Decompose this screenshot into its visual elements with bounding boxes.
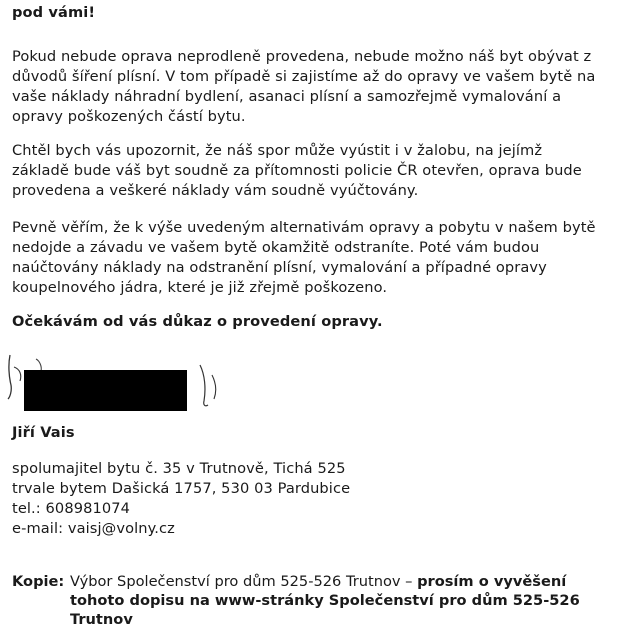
paragraph-expectation <box>12 218 638 298</box>
contact-line-email: e-mail: vaisj@volny.cz <box>12 520 175 537</box>
copy-line <box>70 572 636 591</box>
contact-line-phone: tel.: 608981074 <box>12 500 131 517</box>
signer-name: Jiří Vais <box>12 424 75 441</box>
copy-label: Kopie: <box>12 573 65 590</box>
copy-recipient: Výbor Společenství pro dům 525-526 Trutnov – <box>70 573 418 590</box>
paragraph-line: provedena a veškeré náklady vám soudně vyúčtovány. <box>12 182 419 199</box>
paragraph-repair-consequences <box>12 47 638 127</box>
paragraph-line: naúčtovány náklady na odstranění plísní, vymalování a případné opravy <box>12 259 547 276</box>
redaction-block <box>24 370 187 411</box>
paragraph-line: nedojde a závadu ve vašem bytě okamžitě odstraníte. Poté vám budou <box>12 239 540 256</box>
contact-line-residence: trvale bytem Dašická 1757, 530 03 Pardubice <box>12 480 351 497</box>
copy-text <box>70 572 636 629</box>
copy-line: tohoto dopisu na www-stránky Společenství pro dům 525-526 <box>70 592 580 609</box>
contact-line-ownership: spolumajitel bytu č. 35 v Trutnově, Tichá 525 <box>12 460 346 477</box>
paragraph-line: vaše náklady náhradní bydlení, asanaci plísní a samozřejmě vymalování a <box>12 88 562 105</box>
paragraph-line: opravy poškozených částí bytu. <box>12 108 246 125</box>
signer-contact-details <box>12 459 638 539</box>
paragraph-line: Pokud nebude oprava neprodleně provedena, nebude možno náš byt obývat z <box>12 48 592 65</box>
paragraph-line: Chtěl bych vás upozornit, že náš spor může vyústit i v žalobu, na jejímž <box>12 142 543 159</box>
copy-line: Trutnov <box>70 611 133 628</box>
paragraph-line: Pevně věřím, že k výše uvedeným alternativám opravy a pobytu v našem bytě <box>12 219 596 236</box>
paragraph-line: základě bude váš byt soudně za přítomnosti policie ČR otevřen, oprava bude <box>12 162 582 179</box>
copy-request: prosím o vyvěšení <box>417 573 567 590</box>
letter-top-line: pod vámi! <box>12 4 96 21</box>
paragraph-line: koupelnového jádra, které je již zřejmě poškozeno. <box>12 279 388 296</box>
closing-statement: Očekávám od vás důkaz o provedení opravy. <box>12 313 383 330</box>
paragraph-line: důvodů šíření plísní. V tom případě si zajistíme až do opravy ve vašem bytě na <box>12 68 596 85</box>
paragraph-lawsuit-warning <box>12 141 638 201</box>
